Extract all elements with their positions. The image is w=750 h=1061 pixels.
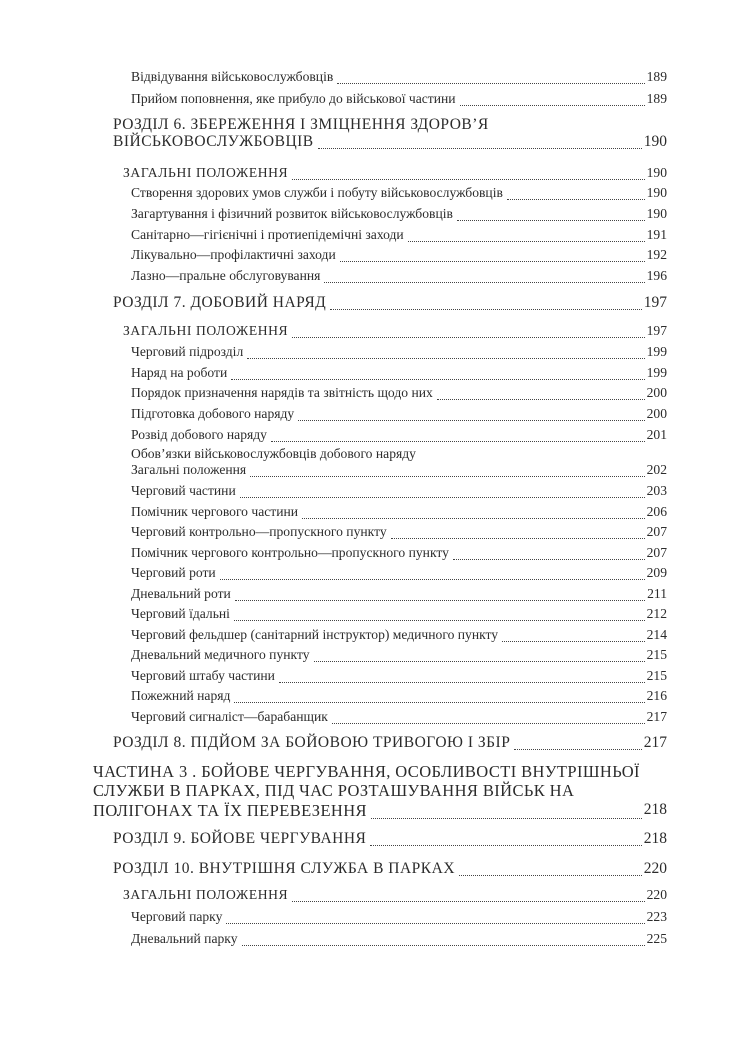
toc-entry-line: Підготовка добового наряду [131, 406, 295, 421]
toc-entry-line: Відвідування військовослужбовців [131, 69, 334, 84]
toc-page-number: 197 [646, 323, 667, 338]
toc-entry-line: Черговий сигналіст—барабанщик [131, 709, 328, 724]
toc-page-number: 202 [646, 462, 667, 477]
toc-page-number: 196 [646, 268, 667, 283]
toc-page-number: 201 [646, 427, 667, 442]
toc-leader-dots [271, 441, 645, 442]
toc-entry-title [131, 427, 267, 443]
toc-entry-line: ВІЙСЬКОВОСЛУЖБОВЦІВ [113, 133, 314, 150]
toc-entry-line: Черговий їдальні [131, 606, 230, 621]
toc-page-number: 217 [646, 709, 667, 724]
toc-entry-line: Загальні положення [131, 462, 247, 478]
toc-entry-title [131, 69, 333, 85]
toc-entry-line: Обов’язки військовослужбовців добового наряду [131, 446, 416, 461]
toc-entry-line: ПОЛІГОНАХ ТА ЇХ ПЕРЕВЕЗЕННЯ [93, 800, 367, 820]
toc-leader-dots [235, 600, 645, 601]
toc-entry-line: РОЗДІЛ 7. ДОБОВИЙ НАРЯД [113, 294, 327, 311]
toc-leader-dots [231, 379, 644, 380]
toc-page-number: 190 [643, 133, 667, 150]
toc-entry-line: Лазно—пральне обслуговування [131, 268, 321, 283]
toc-leader-dots [234, 702, 644, 703]
toc-entry-title [113, 734, 510, 751]
toc-page-number: 223 [646, 909, 667, 924]
toc-page-number: 206 [646, 504, 667, 519]
toc-entry-title [131, 504, 298, 520]
toc-entry-line: Дневальний роти [131, 586, 231, 601]
toc-page-number: 190 [646, 165, 667, 180]
toc-entry-title [131, 524, 387, 540]
toc-page-number: 207 [646, 524, 667, 539]
toc-leader-dots [330, 309, 642, 310]
toc-entry-title [131, 627, 498, 643]
toc-entry-title [131, 227, 404, 243]
toc-entry-title [131, 586, 231, 602]
toc-entry-title [123, 323, 288, 339]
toc-leader-dots [459, 875, 642, 876]
toc-entry-title [131, 688, 230, 704]
toc-entry-line: Наряд на роботи [131, 365, 228, 380]
toc-entry-line: Помічник чергового частини [131, 504, 299, 519]
toc-entry-line: ЗАГАЛЬНІ ПОЛОЖЕННЯ [123, 887, 289, 902]
toc-entry-line: Створення здорових умов служби і побуту військовослужбовців [131, 185, 503, 200]
toc-entry-line: Черговий роти [131, 565, 216, 580]
toc-entry-title [123, 165, 288, 181]
toc-entry-line: Санітарно—гігієнічні і протиепідемічні заходи [131, 227, 404, 242]
toc-entry-line: Пожежний наряд [131, 688, 231, 703]
toc-entry-line: ЗАГАЛЬНІ ПОЛОЖЕННЯ [123, 323, 289, 338]
toc-page-number: 199 [646, 365, 667, 380]
toc-entry-line: Дневальний медичного пункту [131, 647, 310, 662]
toc-entry-line: РОЗДІЛ 6. ЗБЕРЕЖЕННЯ І ЗМІЦНЕННЯ ЗДОРОВ’Я [113, 116, 489, 133]
toc-page-number: 212 [646, 606, 667, 621]
toc-entry-title [131, 545, 449, 561]
toc-entry-line: РОЗДІЛ 10. ВНУТРІШНЯ СЛУЖБА В ПАРКАХ [113, 860, 456, 877]
toc-page-number: 189 [646, 91, 667, 106]
toc-entry-title [131, 647, 310, 663]
toc-entry-title [131, 565, 216, 581]
toc-page-number: 200 [646, 385, 667, 400]
toc-leader-dots [298, 420, 644, 421]
toc-leader-dots [220, 579, 645, 580]
toc-page-number: 192 [646, 247, 667, 262]
toc-leader-dots [242, 945, 645, 946]
toc-leader-dots [332, 723, 645, 724]
toc-page-number: 199 [646, 344, 667, 359]
toc-entry-title [131, 91, 456, 107]
toc-page-number: 218 [643, 800, 667, 818]
toc-entry-line: Розвід добового наряду [131, 427, 267, 442]
toc-entry-line: Загартування і фізичний розвиток військовослужбовців [131, 206, 453, 221]
toc-leader-dots [337, 83, 644, 84]
toc-entry-title [131, 909, 222, 925]
toc-entry-title [131, 385, 433, 401]
toc-leader-dots [250, 476, 644, 477]
toc-leader-dots [371, 818, 642, 819]
toc-leader-dots [457, 220, 645, 221]
toc-leader-dots [370, 845, 641, 846]
toc-leader-dots [314, 661, 645, 662]
toc-leader-dots [240, 497, 645, 498]
toc-entry-title [123, 887, 288, 903]
toc-entry-line: Черговий контрольно—пропускного пункту [131, 524, 387, 539]
toc-leader-dots [507, 199, 645, 200]
toc-page-number: 203 [646, 483, 667, 498]
toc-page-number: 211 [647, 586, 667, 601]
toc-leader-dots [408, 241, 645, 242]
toc-page-number: 216 [646, 688, 667, 703]
toc-entry-title [131, 247, 336, 263]
toc-entry-title [131, 709, 328, 725]
toc-entry-line: Прийом поповнення, яке прибуло до військової частини [131, 91, 456, 106]
toc-entry-title [131, 185, 503, 201]
toc-leader-dots [437, 399, 645, 400]
toc-leader-dots [292, 179, 644, 180]
toc-page-number: 218 [643, 830, 667, 847]
toc-entry-line: Порядок призначення нарядів та звітність щодо них [131, 385, 433, 400]
toc-page-number: 225 [646, 931, 667, 946]
toc-leader-dots [391, 538, 645, 539]
toc-entry-title [131, 206, 453, 222]
toc-page-number: 209 [646, 565, 667, 580]
toc-entry-title [113, 830, 366, 847]
toc-page-number: 191 [646, 227, 667, 242]
toc-entry-line: РОЗДІЛ 8. ПІДЙОМ ЗА БОЙОВОЮ ТРИВОГОЮ І ЗБІР [113, 734, 511, 751]
toc-page-number: 215 [646, 647, 667, 662]
toc-leader-dots [247, 358, 644, 359]
toc-entry-line: Черговий штабу частини [131, 668, 275, 683]
toc-entry-title [131, 606, 230, 622]
toc-page-number: 197 [643, 294, 667, 311]
toc-entry-title [113, 294, 326, 311]
toc-leader-dots [324, 282, 644, 283]
toc-entry-line: Дневальний парку [131, 931, 238, 946]
toc-entry-line: Черговий підрозділ [131, 344, 244, 359]
toc-leader-dots [340, 261, 645, 262]
toc-entry-title [131, 668, 275, 684]
toc-leader-dots [502, 641, 645, 642]
toc-page-number: 190 [646, 206, 667, 221]
toc-entry-title [131, 344, 243, 360]
toc-page-number: 220 [646, 887, 667, 902]
toc-entry-line: РОЗДІЛ 9. БОЙОВЕ ЧЕРГУВАННЯ [113, 830, 367, 847]
toc-leader-dots [460, 105, 645, 106]
toc-entry-title [93, 762, 640, 821]
toc-leader-dots [292, 901, 644, 902]
toc-leader-dots [318, 148, 642, 149]
toc-leader-dots [514, 749, 641, 750]
toc-leader-dots [226, 923, 644, 924]
toc-entry-title [113, 860, 455, 877]
toc-entry-title [131, 406, 294, 422]
toc-entry-line: ЗАГАЛЬНІ ПОЛОЖЕННЯ [123, 165, 289, 180]
toc-entry-line: Черговий парку [131, 909, 223, 924]
toc-entry-line: ЧАСТИНА 3 . БОЙОВЕ ЧЕРГУВАННЯ, ОСОБЛИВОСТІ ВНУТРІШНЬОЇ [93, 761, 640, 781]
toc-page-number: 215 [646, 668, 667, 683]
toc-page-number: 207 [646, 545, 667, 560]
toc-entry-line: Помічник чергового контрольно—пропускного пункту [131, 545, 449, 560]
toc-entry-title [131, 483, 236, 499]
toc-entry-title [131, 365, 227, 381]
toc-page-number: 189 [646, 69, 667, 84]
toc-entry-line: Лікувально—профілактичні заходи [131, 247, 336, 262]
toc-entry-title [131, 268, 320, 284]
toc-page-number: 200 [646, 406, 667, 421]
toc-leader-dots [234, 620, 645, 621]
toc-entry-line: Черговий частини [131, 483, 236, 498]
toc-page-number: 214 [646, 627, 667, 642]
toc-leader-dots [302, 518, 645, 519]
toc-page-number: 220 [643, 860, 667, 877]
toc-leader-dots [279, 682, 645, 683]
toc-entry-title [131, 446, 416, 479]
toc-entry-line: СЛУЖБИ В ПАРКАХ, ПІД ЧАС РОЗТАШУВАННЯ ВІЙСЬК НА [93, 781, 575, 800]
toc-entry-line: Черговий фельдшер (санітарний інструктор) медичного пункту [131, 627, 499, 642]
toc-leader-dots [292, 337, 644, 338]
toc-page-number: 217 [643, 734, 667, 751]
toc-entry-title [113, 116, 489, 150]
toc-leader-dots [453, 559, 645, 560]
toc-page-number: 190 [646, 185, 667, 200]
toc-entry-title [131, 931, 238, 947]
